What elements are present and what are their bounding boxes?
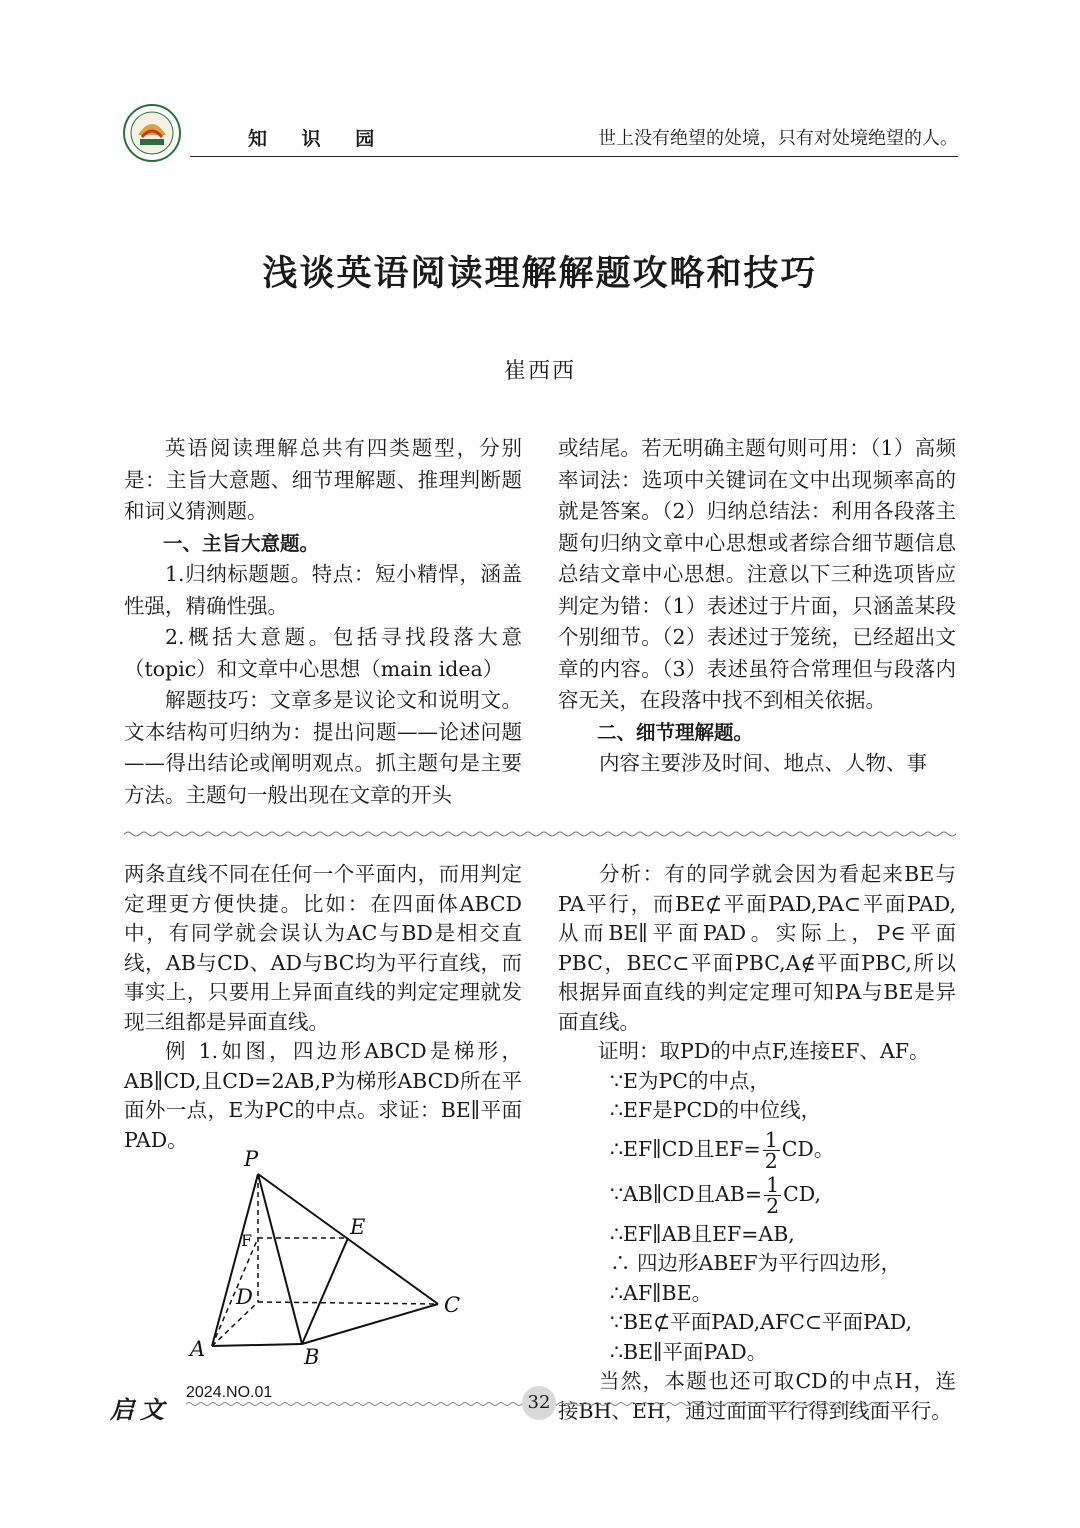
proof-step: ∴AF∥BE。 [610,1280,713,1305]
section-name: 知 识 园 [248,128,389,150]
analysis-paragraph: 分析：有的同学就会因为看起来BE与PA平行，而BE⊄平面PAD,PA⊂平面PAD,从而BE∥平面PAD。实际上，P∈平面PBC，BEC⊂平面PBC,A∉平面PBC,所以根据异面直线的判定定理可知PA与BE是异面直线。 [558,862,956,1034]
proof-step-text: CD, [783,1181,822,1206]
paragraph: 1.归纳标题题。特点：短小精悍，涵盖性强，精确性强。 [124,562,522,618]
paragraph: 2.概括大意题。包括寻找段落大意（topic）和文章中心思想（main idea） [124,625,522,681]
label-p: P [244,1147,259,1171]
label-b: B [304,1345,320,1369]
header-motto: 世上没有绝望的处境，只有对处境绝望的人。 [598,128,958,149]
label-d: D [236,1285,253,1309]
fraction: $\frac{1}{2}$ [766,1172,780,1218]
paragraph: 英语阅读理解总共有四类题型，分别是：主旨大意题、细节理解题、推理判断题和词义猜测题。 [124,436,522,523]
proof-step [558,1127,956,1173]
example-paragraph: 例 1.如图，四边形ABCD是梯形，AB∥CD,且CD=2AB,P为梯形ABCD所在平面外一点，E为PC的中点。求证：BE∥平面PAD。 [124,1039,522,1152]
author-name: 崔西西 [503,359,576,384]
proof-step: ∵E为PC的中点， [610,1068,770,1093]
footer-journal-mark: 启文 [110,1395,170,1424]
proof-title: 证明：取PD的中点F,连接EF、AF。 [598,1039,930,1063]
page-number: 32 [522,1386,556,1420]
journal-logo [122,103,182,163]
label-c: C [444,1293,461,1317]
fraction: $\frac{1}{2}$ [764,1127,778,1173]
closing-paragraph: 当然，本题也还可取CD的中点H，连接BH、EH，通过面面平行得到线面平行。 [558,1369,956,1423]
column-3 [124,860,522,1155]
proof-step: ∴ 四边形ABEF为平行四边形， [610,1251,902,1275]
proof-step: ∵BE⊄平面PAD,AFC⊂平面PAD, [610,1310,913,1334]
paragraph: 或结尾。若无明确主题句则可用：（1）高频率词法：选项中关键词在文中出现频率高的就是答案。（2）归纳总结法：利用各段落主题句归纳文章中心思想或者综合细节题信息总结文章中心思想。注意以下三种选项皆应判定为错：（1）表述过于片面，只涵盖某段个别细节。（2）表述过于笼统，已经超出文章的内容。（3）表述虽符合常理但与段落内容无关，在段落中找不到相关依据。 [558,436,956,712]
proof-step-text: ∴EF∥CD且EF= [610,1136,761,1161]
proof-step: ∴BE∥平面PAD。 [610,1339,768,1364]
paragraph: 两条直线不同在任何一个平面内，而用判定定理更方便快捷。比如：在四面体ABCD中，有同学就会误认为AC与BD是相交直线，AB与CD、AD与BC均为平行直线，而事实上，只要用上异面直线的判定定理就发现三组都是异面直线。 [124,862,522,1034]
paragraph: 解题技巧：文章多是议论文和说明文。文本结构可归纳为：提出问题——论述问题——得出结论或阐明观点。抓主题句是主要方法。主题句一般出现在文章的开头 [124,688,522,807]
proof-step-text: CD。 [781,1136,835,1161]
section-heading: 一、主旨大意题。 [163,531,320,555]
issue-number: 2024.NO.01 [186,1384,273,1401]
header-divider [190,156,958,157]
paragraph: 内容主要涉及时间、地点、人物、事 [599,751,927,775]
article-title: 浅谈英语阅读理解解题攻略和技巧 [262,254,818,294]
column-2 [558,433,956,780]
column-4 [558,860,956,1426]
wavy-divider [124,828,956,840]
pyramid-figure [186,1144,476,1374]
footer-wavy-line [186,1400,956,1408]
label-a: A [190,1337,206,1361]
proof-step [558,1172,956,1218]
column-1 [124,433,522,811]
proof-step: ∴EF∥AB且EF=AB, [610,1221,795,1246]
section-heading: 二、细节理解题。 [597,720,754,744]
proof-step-text: ∵AB∥CD且AB= [610,1181,763,1206]
label-e: E [350,1215,366,1239]
proof-step: ∴EF是PCD的中位线， [610,1098,822,1122]
label-f: F [241,1231,253,1250]
